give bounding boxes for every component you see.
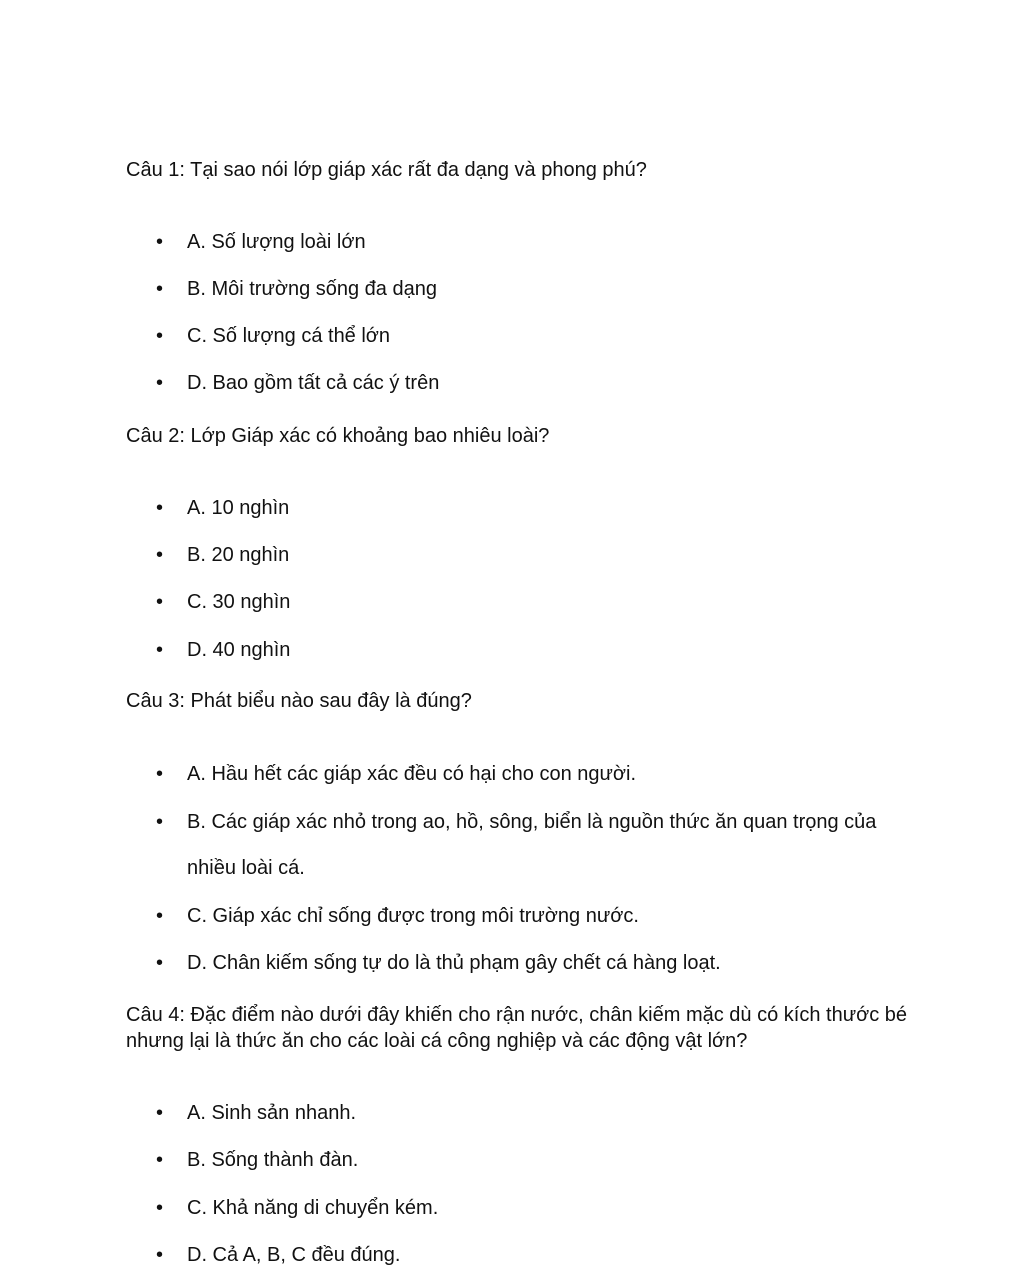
bullet-icon: • bbox=[156, 905, 164, 927]
option-text: A. Sinh sản nhanh. bbox=[187, 1102, 357, 1124]
bullet-icon: • bbox=[156, 231, 164, 253]
question-3-option-d bbox=[156, 940, 917, 986]
option-text: A. Số lượng loài lớn bbox=[187, 231, 366, 253]
bullet-icon: • bbox=[156, 1197, 164, 1219]
bullet-icon: • bbox=[156, 1149, 164, 1171]
bullet-icon: • bbox=[156, 278, 164, 300]
option-text: D. Cả A, B, C đều đúng. bbox=[187, 1244, 401, 1266]
option-text: B. 20 nghìn bbox=[187, 544, 290, 566]
option-text: A. Hầu hết các giáp xác đều có hại cho con người. bbox=[187, 763, 636, 785]
question-2-option-a bbox=[156, 485, 917, 531]
option-text: A. 10 nghìn bbox=[187, 497, 290, 519]
question-2-option-c bbox=[156, 579, 917, 625]
question-1-option-a bbox=[156, 219, 917, 265]
option-text: D. Bao gồm tất cả các ý trên bbox=[187, 372, 440, 394]
question-1: Câu 1: Tại sao nói lớp giáp xác rất đa dạng và phong phú? bbox=[126, 159, 647, 181]
bullet-icon: • bbox=[156, 1244, 164, 1266]
bullet-icon: • bbox=[156, 325, 164, 347]
question-2-option-d bbox=[156, 627, 917, 673]
question-3: Câu 3: Phát biểu nào sau đây là đúng? bbox=[126, 690, 472, 712]
option-text: B. Môi trường sống đa dạng bbox=[187, 278, 437, 300]
question-4-option-d bbox=[156, 1232, 917, 1278]
question-1-option-b bbox=[156, 266, 917, 312]
question-4-option-c bbox=[156, 1185, 917, 1231]
question-1-option-d bbox=[156, 360, 917, 406]
option-text: C. 30 nghìn bbox=[187, 591, 291, 613]
option-text: B. Các giáp xác nhỏ trong ao, hồ, sông, biển là nguồn thức ăn quan trọng của nhiều loài cá. bbox=[187, 811, 877, 879]
question-2: Câu 2: Lớp Giáp xác có khoảng bao nhiêu loài? bbox=[126, 425, 550, 447]
option-text: C. Giáp xác chỉ sống được trong môi trường nước. bbox=[187, 905, 639, 927]
bullet-icon: • bbox=[156, 639, 164, 661]
question-1-option-c bbox=[156, 313, 917, 359]
bullet-icon: • bbox=[156, 544, 164, 566]
bullet-icon: • bbox=[156, 952, 164, 974]
question-4-option-b bbox=[156, 1137, 917, 1183]
bullet-icon: • bbox=[156, 811, 164, 833]
bullet-icon: • bbox=[156, 497, 164, 519]
option-text: C. Khả năng di chuyển kém. bbox=[187, 1197, 439, 1219]
option-text: D. 40 nghìn bbox=[187, 639, 291, 661]
question-4-option-a bbox=[156, 1090, 917, 1136]
bullet-icon: • bbox=[156, 1102, 164, 1124]
option-text: C. Số lượng cá thể lớn bbox=[187, 325, 391, 347]
question-4: Câu 4: Đặc điểm nào dưới đây khiến cho rận nước, chân kiếm mặc dù có kích thước bé nhưng lại là thức ăn cho các loài cá công nghiệp và các động vật lớn? bbox=[126, 1004, 907, 1052]
question-3-option-a bbox=[156, 751, 917, 797]
option-text: D. Chân kiếm sống tự do là thủ phạm gây chết cá hàng loạt. bbox=[187, 952, 721, 974]
question-3-option-b bbox=[156, 799, 917, 891]
bullet-icon: • bbox=[156, 372, 164, 394]
question-2-option-b bbox=[156, 532, 917, 578]
bullet-icon: • bbox=[156, 591, 164, 613]
question-3-option-c bbox=[156, 893, 917, 939]
option-text: B. Sống thành đàn. bbox=[187, 1149, 359, 1171]
bullet-icon: • bbox=[156, 763, 164, 785]
